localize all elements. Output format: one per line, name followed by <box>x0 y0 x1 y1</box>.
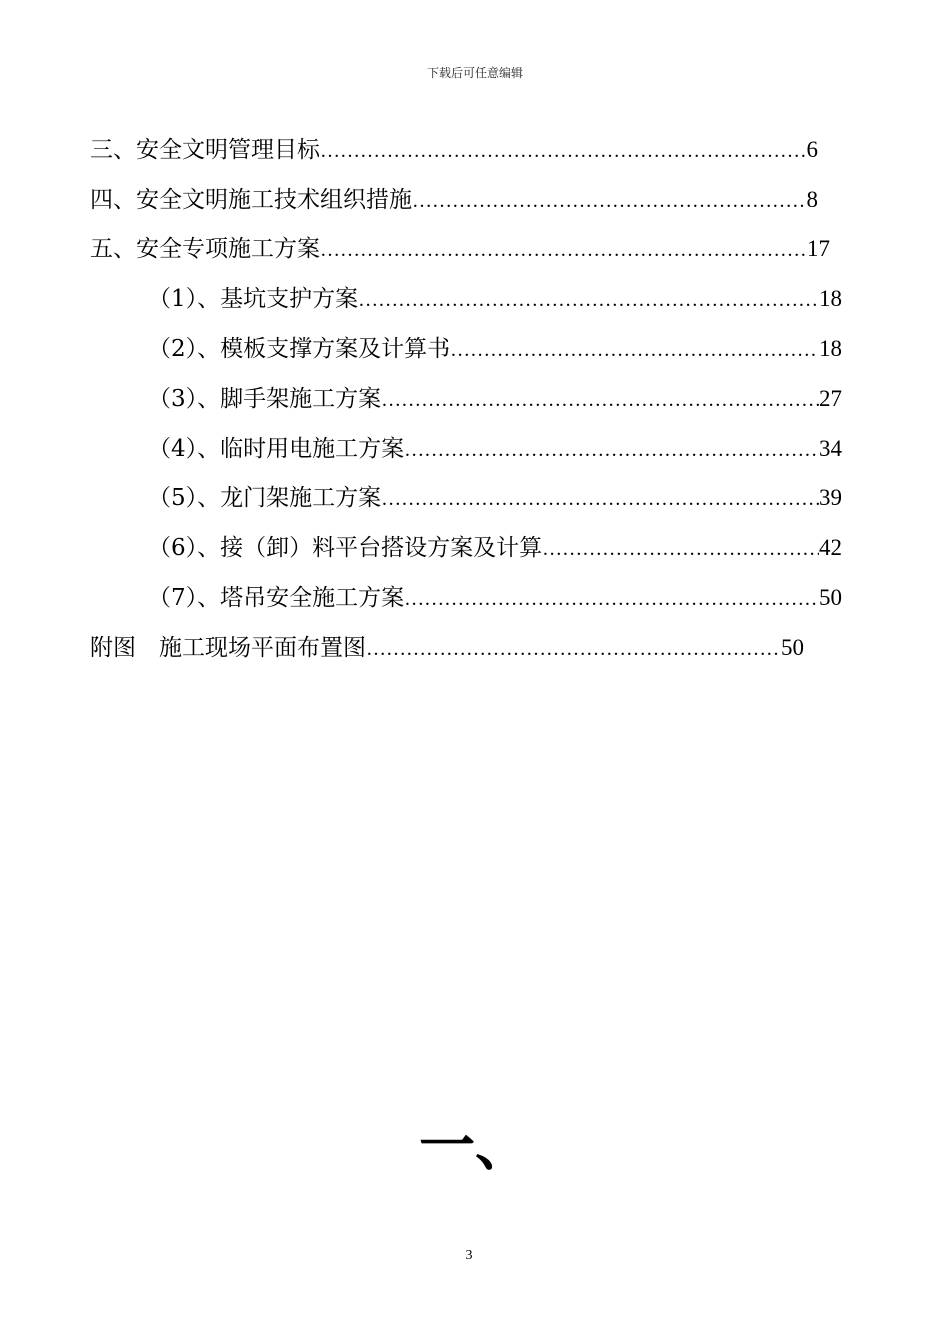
toc-entry-label: 附图 施工现场平面布置图 <box>90 635 366 661</box>
toc-entry-page: 50 <box>781 635 804 660</box>
toc-dot-leader <box>381 385 819 415</box>
toc-entry-page: 39 <box>819 485 842 510</box>
toc-dot-leader <box>320 136 807 166</box>
toc-entry-page: 50 <box>819 585 842 610</box>
page-number: 3 <box>465 1248 473 1263</box>
toc-entry-label: （3）、脚手架施工方案 <box>148 386 382 412</box>
toc-entry[interactable] <box>148 281 842 317</box>
section-heading: 一、 <box>419 1114 531 1179</box>
toc-entry[interactable] <box>90 630 804 666</box>
toc-entry[interactable] <box>148 331 842 367</box>
toc-dot-leader <box>358 285 819 315</box>
toc-dot-leader <box>366 634 781 664</box>
toc-dot-leader <box>381 484 819 514</box>
toc-entry-label: （7）、塔吊安全施工方案 <box>148 585 405 611</box>
toc-entry-page: 34 <box>819 436 842 461</box>
toc-entry-page: 27 <box>819 386 842 411</box>
toc-entry[interactable] <box>148 431 842 467</box>
toc-dot-leader <box>404 584 819 614</box>
toc-entry-label: （1）、基坑支护方案 <box>148 286 359 312</box>
toc-entry-page: 18 <box>819 336 842 361</box>
toc-entry[interactable] <box>148 530 842 566</box>
toc-entry[interactable] <box>90 132 818 168</box>
page-header: 下载后可任意编辑 <box>426 66 523 80</box>
toc-entry-page: 42 <box>819 535 842 560</box>
toc-entry[interactable] <box>90 231 830 267</box>
toc-entry[interactable] <box>148 381 842 417</box>
toc-entry[interactable] <box>148 480 842 516</box>
toc-entry[interactable] <box>148 580 842 616</box>
toc-entry-label: 五、安全专项施工方案 <box>90 236 320 262</box>
toc-dot-leader <box>450 335 819 365</box>
toc-dot-leader <box>542 534 819 564</box>
toc-dot-leader <box>412 186 807 216</box>
toc-entry-label: 四、安全文明施工技术组织措施 <box>90 187 412 213</box>
toc-entry-label: 三、安全文明管理目标 <box>90 137 320 163</box>
toc-entry-label: （4）、临时用电施工方案 <box>148 436 405 462</box>
toc-entry-label: （5）、龙门架施工方案 <box>148 485 382 511</box>
toc-entry[interactable] <box>90 182 818 218</box>
toc-entry-page: 6 <box>806 137 818 162</box>
toc-entry-page: 18 <box>819 286 842 311</box>
toc-entry-page: 8 <box>806 187 818 212</box>
toc-entry-label: （2）、模板支撑方案及计算书 <box>148 336 451 362</box>
toc-dot-leader <box>320 235 807 265</box>
toc-dot-leader <box>404 435 819 465</box>
toc-entry-page: 17 <box>807 236 830 261</box>
toc-entry-label: （6）、接（卸）料平台搭设方案及计算 <box>148 535 543 561</box>
